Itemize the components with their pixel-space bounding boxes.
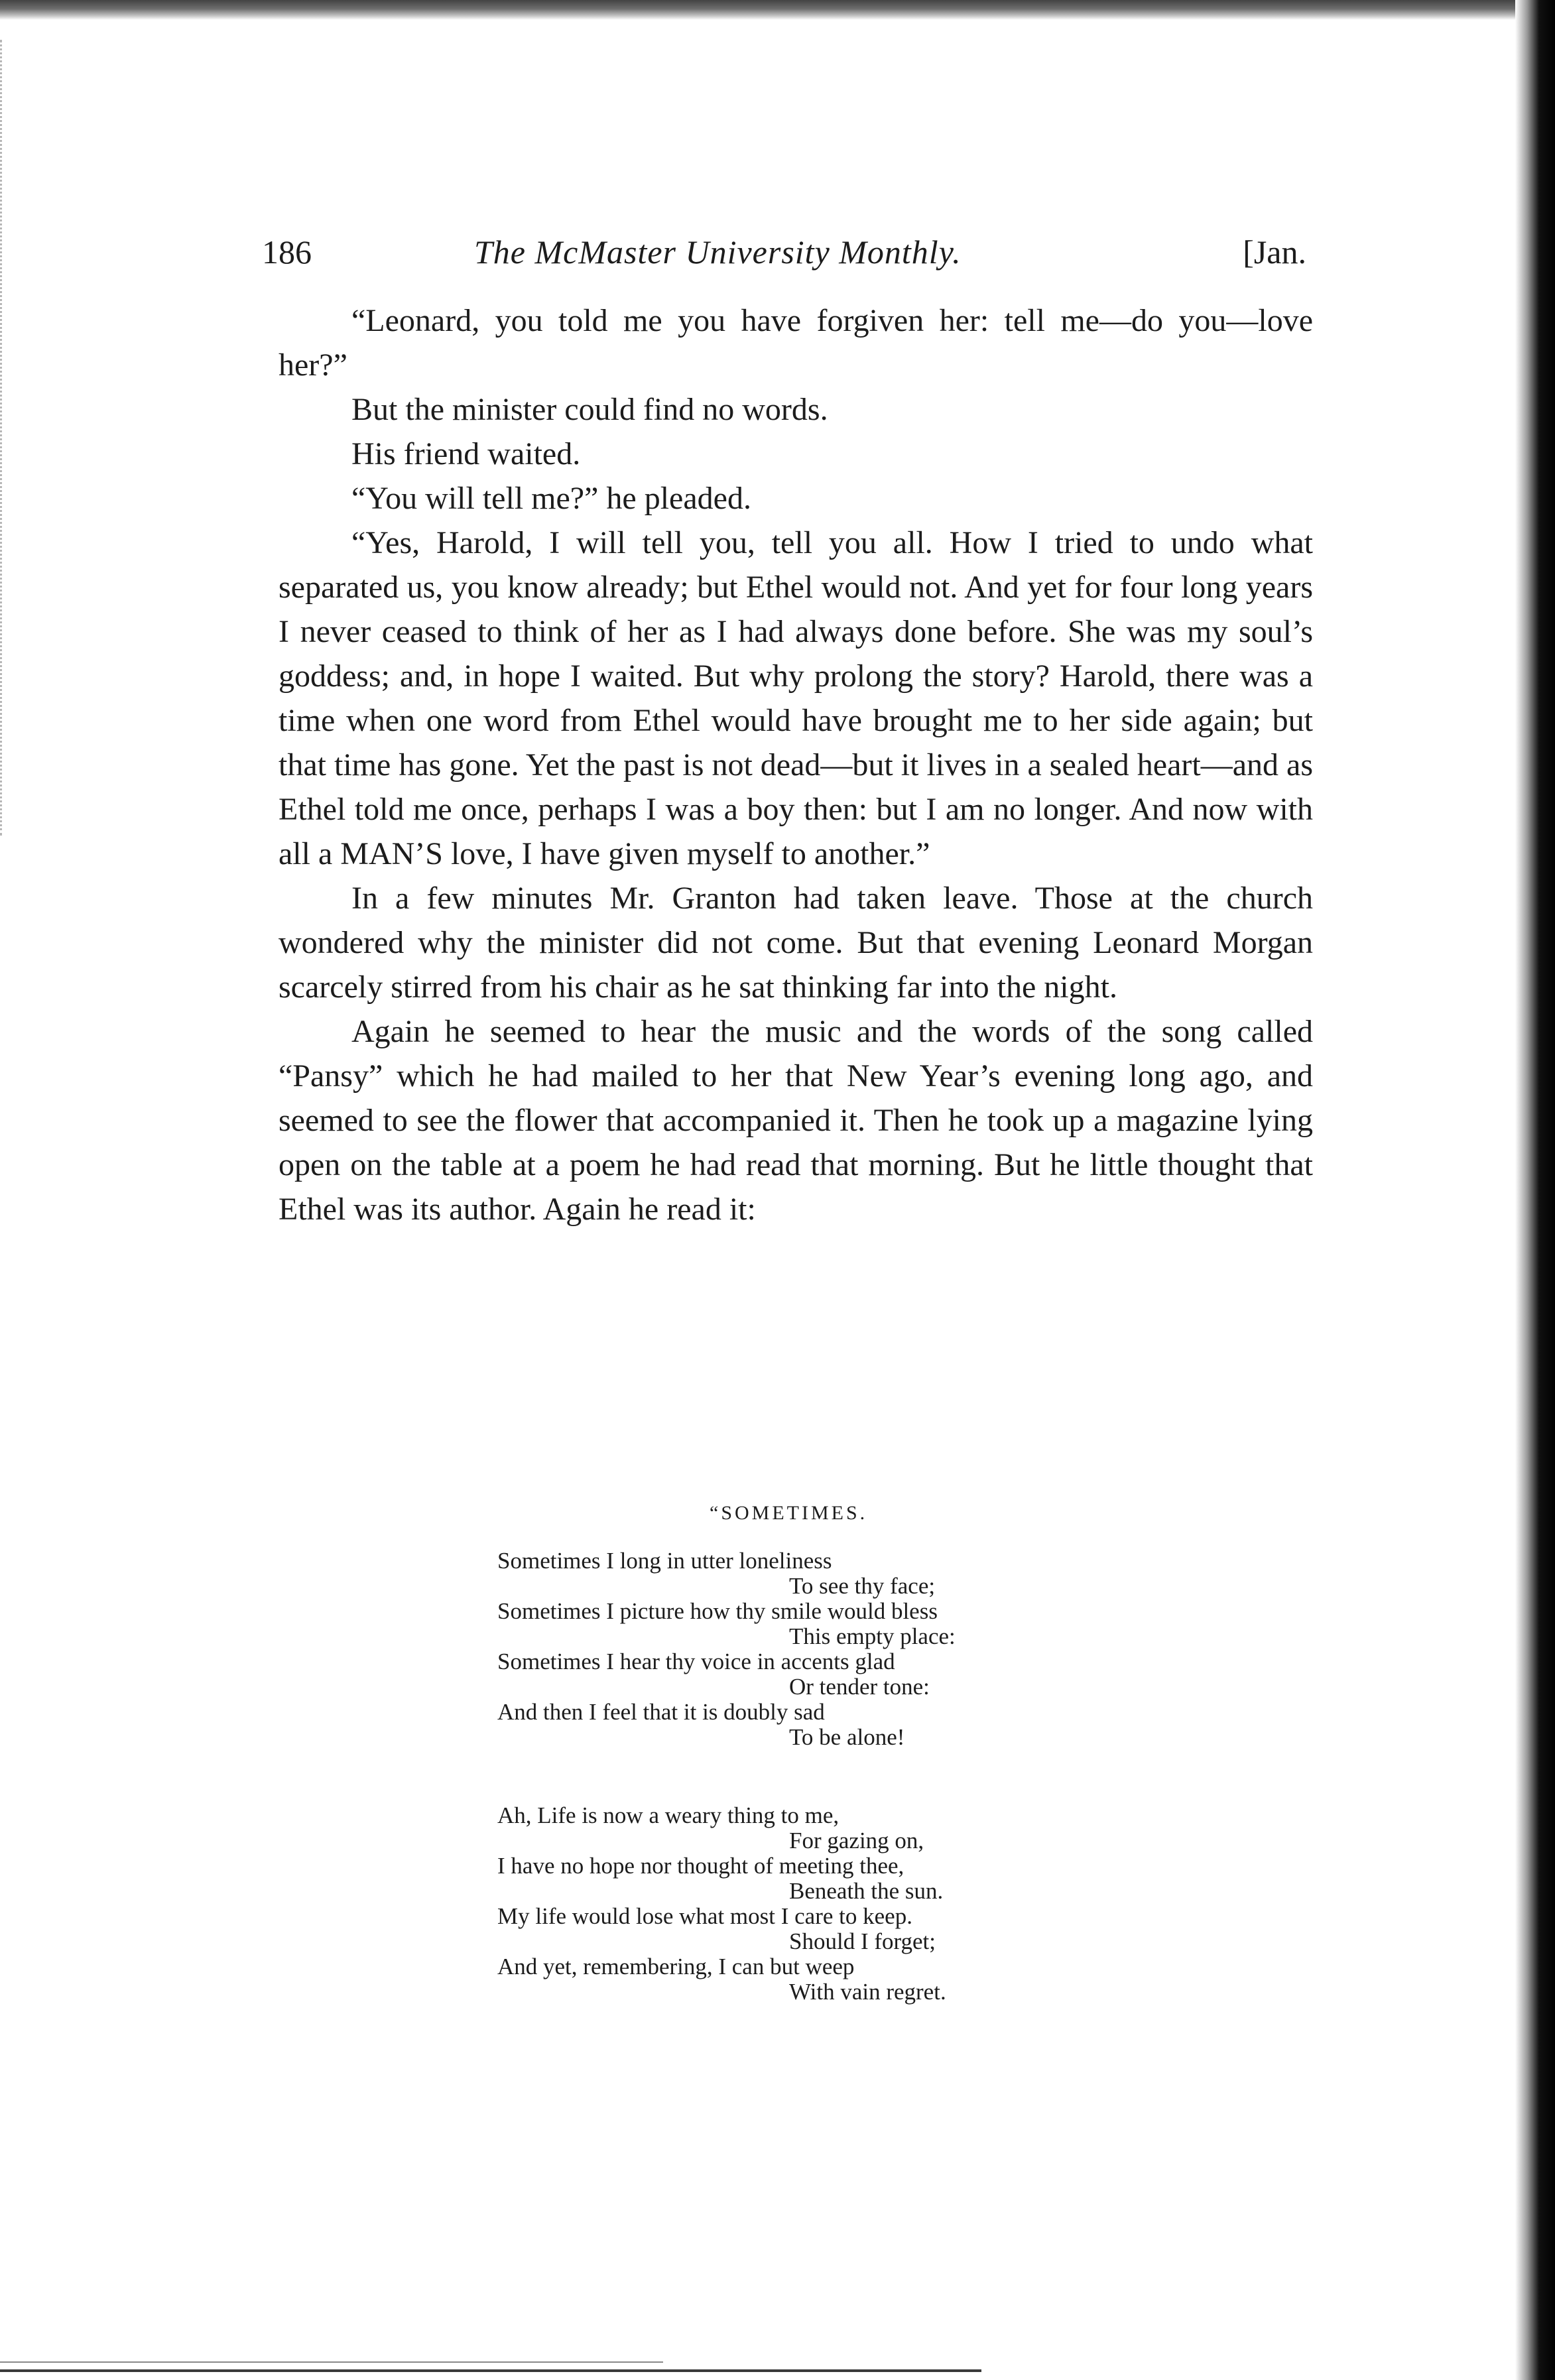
poem-line: And yet, remembering, I can but weep bbox=[497, 1954, 855, 1979]
poem-line: Beneath the sun. bbox=[789, 1878, 944, 1904]
scan-edge-top bbox=[0, 0, 1555, 20]
scan-edge-left bbox=[0, 40, 29, 836]
poem-line: Sometimes I picture how thy smile would bless bbox=[497, 1598, 938, 1624]
paragraph: In a few minutes Mr. Granton had taken leave. Those at the church wondered why the minister did not come. But that evening Leonard Morgan scarcely stirred from his chair as he sat thinking far into the night. bbox=[279, 881, 1313, 1005]
poem-line: And then I feel that it is doubly sad bbox=[497, 1699, 825, 1725]
paragraph: Again he seemed to hear the music and the words of the song called “Pansy” which he had mailed to her that New Year’s evening long ago, and seemed to see the flower that accompanied it. Then he took up a magazine lying open on the table at a poem he had read that morning. But he little thought that Ethel was its author. Again he read it: bbox=[279, 1014, 1313, 1227]
body-text bbox=[279, 298, 1313, 1231]
page-number: 186 bbox=[262, 233, 312, 271]
poem-line: This empty place: bbox=[789, 1623, 956, 1649]
paragraph: “Yes, Harold, I will tell you, tell you all. How I tried to undo what separated us, you know already; but Ethel would not. And yet for four long years I never ceased to think of her as I had always done before. She was my soul’s goddess; and, in hope I waited. But why prolong the story? Harold, there was a time when one word from Ethel would have brought me to her side again; but that time has gone. Yet the past is not dead—but it lives in a sealed heart—and as Ethel told me once, perhaps I was a boy then: but I am no longer. And now with all a MAN’S love, I have given myself to another.” bbox=[279, 525, 1313, 871]
poem-stanza bbox=[497, 1548, 1160, 1750]
poem-line: Sometimes I hear thy voice in accents glad bbox=[497, 1649, 895, 1674]
poem-title: “SOMETIMES. bbox=[710, 1502, 868, 1524]
running-head bbox=[262, 229, 1306, 275]
paragraph: His friend waited. bbox=[351, 436, 581, 471]
scan-edge-bottom bbox=[0, 2369, 981, 2372]
paragraph: “Leonard, you told me you have forgiven her: tell me—do you—love her?” bbox=[279, 303, 1313, 383]
scan-edge-right bbox=[1515, 0, 1555, 2380]
poem-line: Ah, Life is now a weary thing to me, bbox=[497, 1802, 840, 1828]
poem-line: My life would lose what most I care to keep. bbox=[497, 1903, 912, 1929]
poem-line: To be alone! bbox=[789, 1724, 905, 1750]
paragraph: But the minister could find no words. bbox=[351, 392, 828, 427]
journal-title: The McMaster University Monthly. bbox=[474, 233, 962, 271]
poem-line: Or tender tone: bbox=[789, 1674, 930, 1700]
poem-stanza bbox=[497, 1803, 1160, 2005]
poem bbox=[497, 1548, 1160, 2058]
poem-line: Sometimes I long in utter loneliness bbox=[497, 1548, 832, 1574]
scan-edge-bottom-faint bbox=[0, 2361, 663, 2363]
poem-line: Should I forget; bbox=[789, 1928, 936, 1954]
paragraph: “You will tell me?” he pleaded. bbox=[351, 481, 751, 516]
poem-line: To see thy face; bbox=[789, 1573, 936, 1599]
issue-month: [Jan. bbox=[1243, 233, 1306, 271]
poem-line: For gazing on, bbox=[789, 1828, 924, 1853]
poem-line: With vain regret. bbox=[789, 1979, 946, 2005]
poem-line: I have no hope nor thought of meeting thee, bbox=[497, 1853, 904, 1879]
